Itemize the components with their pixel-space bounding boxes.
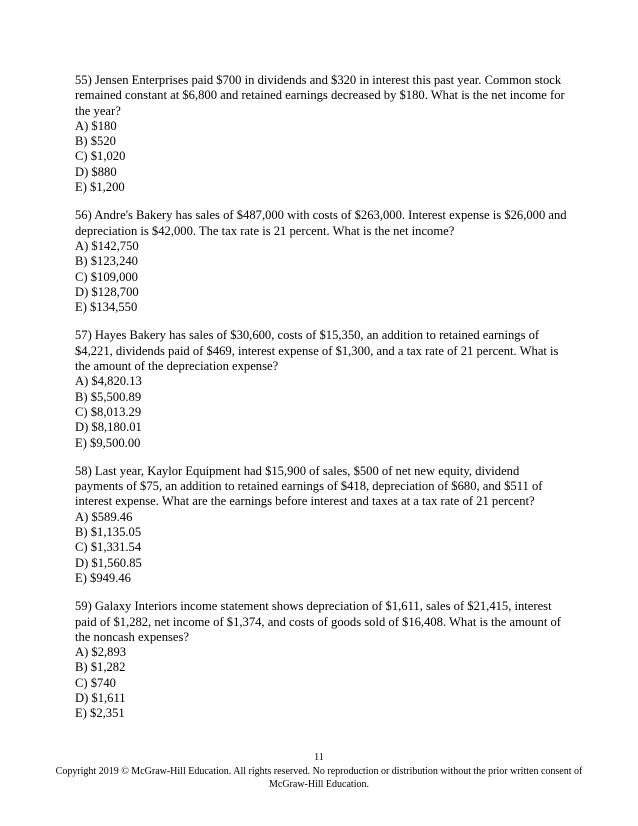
answer-option-a: A) $2,893 — [75, 645, 127, 660]
answer-options — [75, 119, 567, 195]
answer-options — [75, 374, 567, 450]
answer-option-c: C) $740 — [75, 675, 116, 690]
answer-option-b: B) $1,282 — [75, 660, 126, 675]
answer-option-e: E) $1,200 — [75, 180, 125, 195]
question-57 — [75, 328, 567, 450]
answer-option-c: C) $8,013.29 — [75, 404, 142, 419]
answer-option-c: C) $1,020 — [75, 149, 126, 164]
answer-option-a: A) $142,750 — [75, 238, 139, 253]
answer-option-e: E) $949.46 — [75, 570, 131, 585]
question-stem: 59) Galaxy Interiors income statement shows depreciation of $1,611, sales of $21,415, interest paid of $1,282, net income of $1,374, and costs of goods sold of $16,408. What is the amount of the noncash expenses? — [75, 599, 561, 644]
answer-option-d: D) $880 — [75, 164, 117, 179]
answer-option-e: E) $134,550 — [75, 300, 138, 315]
answer-option-a: A) $180 — [75, 118, 117, 133]
question-stem: 58) Last year, Kaylor Equipment had $15,900 of sales, $500 of net new equity, dividend payments of $75, an addition to retained earnings of $418, depreciation of $680, and $511 of interest expense. What are the earnings before interest and taxes at a tax rate of 21 percent? — [75, 463, 543, 509]
question-stem: 56) Andre's Bakery has sales of $487,000 with costs of $263,000. Interest expense is $26,000 and depreciation is $42,000. The tax rate is 21 percent. What is the net income? — [75, 208, 567, 238]
answer-option-b: B) $5,500.89 — [75, 389, 142, 404]
answer-option-c: C) $1,331.54 — [75, 540, 142, 555]
answer-option-a: A) $4,820.13 — [75, 374, 142, 389]
answer-options — [75, 510, 567, 586]
answer-options — [75, 239, 567, 315]
question-59 — [75, 599, 567, 721]
answer-option-e: E) $2,351 — [75, 706, 125, 721]
copyright-notice: Copyright 2019 © McGraw-Hill Education. All rights reserved. No reproduction or distribution without the prior written consent of McGraw-Hill Education. — [55, 766, 583, 790]
answer-options — [75, 645, 567, 721]
answer-option-c: C) $109,000 — [75, 269, 138, 284]
answer-option-d: D) $128,700 — [75, 284, 139, 299]
answer-option-d: D) $1,560.85 — [75, 555, 142, 570]
answer-option-e: E) $9,500.00 — [75, 435, 141, 450]
answer-option-d: D) $1,611 — [75, 690, 126, 705]
question-stem: 57) Hayes Bakery has sales of $30,600, costs of $15,350, an addition to retained earnings of $4,221, dividends paid of $469, interest expense of $1,300, and a tax rate of 21 percent. What is the amount of the depreciation expense? — [75, 328, 559, 374]
page-number: 11 — [314, 752, 324, 763]
answer-option-b: B) $123,240 — [75, 254, 138, 269]
answer-option-b: B) $1,135.05 — [75, 525, 142, 540]
answer-option-a: A) $589.46 — [75, 509, 133, 524]
answer-option-d: D) $8,180.01 — [75, 420, 142, 435]
answer-option-b: B) $520 — [75, 134, 116, 149]
page-footer — [40, 751, 598, 791]
question-stem: 55) Jensen Enterprises paid $700 in dividends and $320 in interest this past year. Common stock remained constant at $6,800 and retained earnings decreased by $180. What is the net income for the year? — [75, 73, 565, 118]
question-list — [75, 73, 567, 735]
question-55 — [75, 73, 567, 195]
question-56 — [75, 208, 567, 315]
question-58 — [75, 464, 567, 586]
